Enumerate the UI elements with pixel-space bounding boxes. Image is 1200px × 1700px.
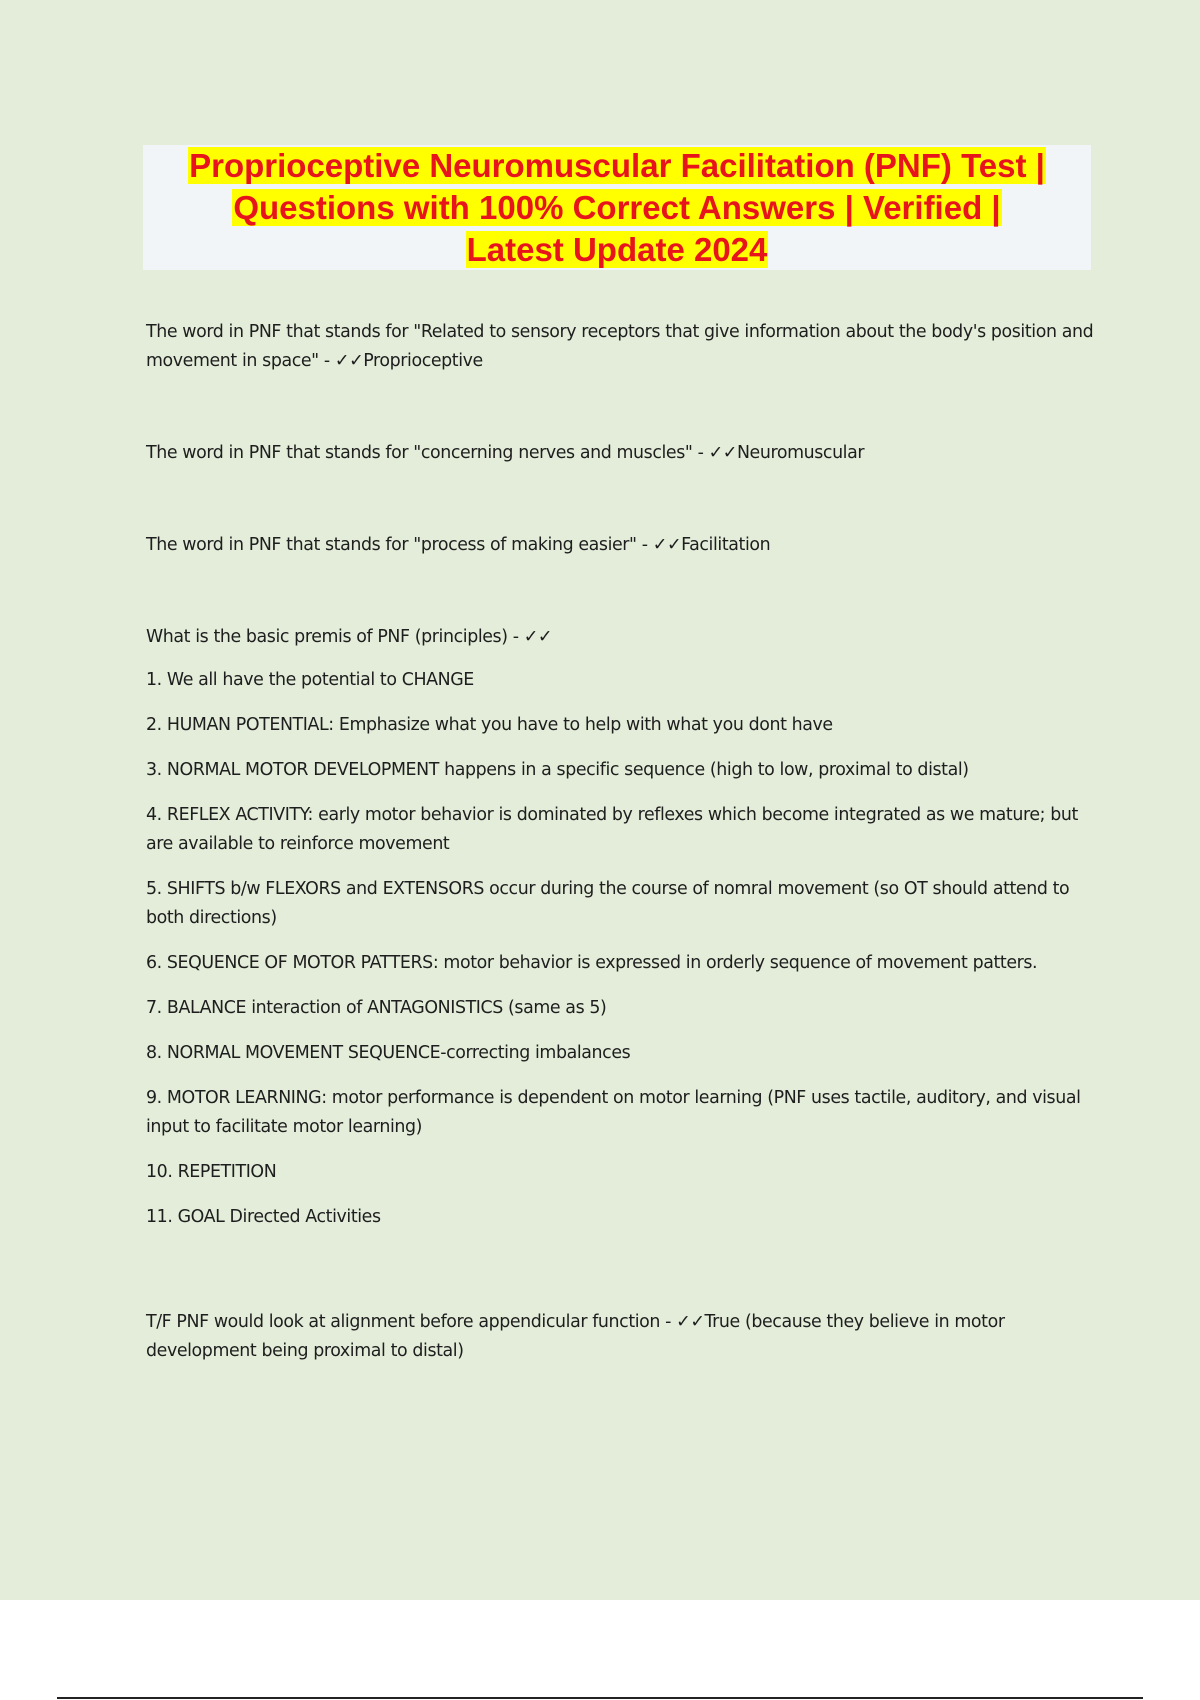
principle-item: 11. GOAL Directed Activities: [146, 1207, 381, 1227]
principle-item: 10. REPETITION: [146, 1162, 277, 1182]
title-line-3: [143, 229, 1091, 271]
principle-item: 3. NORMAL MOTOR DEVELOPMENT happens in a specific sequence (high to low, proximal to distal): [146, 760, 969, 780]
qa-item-neuromuscular: The word in PNF that stands for "concerning nerves and muscles" - ✓✓Neuromuscular: [146, 443, 865, 463]
title-line-1: [143, 145, 1091, 187]
qa-item-principles: What is the basic premis of PNF (principles) - ✓✓: [146, 627, 553, 647]
qa-item-proprioceptive: The word in PNF that stands for "Related to sensory receptors that give information about the body's position and movement in space" - ✓✓Proprioceptive: [146, 322, 1094, 371]
qa-item-facilitation: The word in PNF that stands for "process of making easier" - ✓✓Facilitation: [146, 535, 771, 555]
principle-item: 6. SEQUENCE OF MOTOR PATTERS: motor behavior is expressed in orderly sequence of movement patters.: [146, 953, 1038, 973]
principle-item: 9. MOTOR LEARNING: motor performance is dependent on motor learning (PNF uses tactile, auditory, and visual input to facilitate motor learning): [146, 1088, 1081, 1137]
title-line-2: [143, 187, 1091, 229]
principle-item: 4. REFLEX ACTIVITY: early motor behavior is dominated by reflexes which become integrated as we mature; but are available to reinforce movement: [146, 805, 1078, 854]
footer-divider: [57, 1697, 1143, 1699]
principle-item: 2. HUMAN POTENTIAL: Emphasize what you have to help with what you dont have: [146, 715, 833, 735]
principle-item: 8. NORMAL MOVEMENT SEQUENCE-correcting imbalances: [146, 1043, 631, 1063]
principle-item: 1. We all have the potential to CHANGE: [146, 670, 474, 690]
qa-item-alignment: T/F PNF would look at alignment before appendicular function - ✓✓True (because they believe in motor development being proximal to distal): [146, 1312, 1005, 1361]
document-body: [146, 318, 1096, 1366]
document-title: [143, 145, 1091, 270]
principle-item: 7. BALANCE interaction of ANTAGONISTICS (same as 5): [146, 998, 607, 1018]
title-line-2-text: Questions with 100% Correct Answers | Verified |: [233, 189, 1001, 226]
title-line-3-text: Latest Update 2024: [466, 231, 768, 268]
principle-item: 5. SHIFTS b/w FLEXORS and EXTENSORS occur during the course of nomral movement (so OT should attend to both directions): [146, 879, 1070, 928]
principles-list: [146, 666, 1096, 1232]
title-line-1-text: Proprioceptive Neuromuscular Facilitation (PNF) Test |: [189, 147, 1045, 184]
